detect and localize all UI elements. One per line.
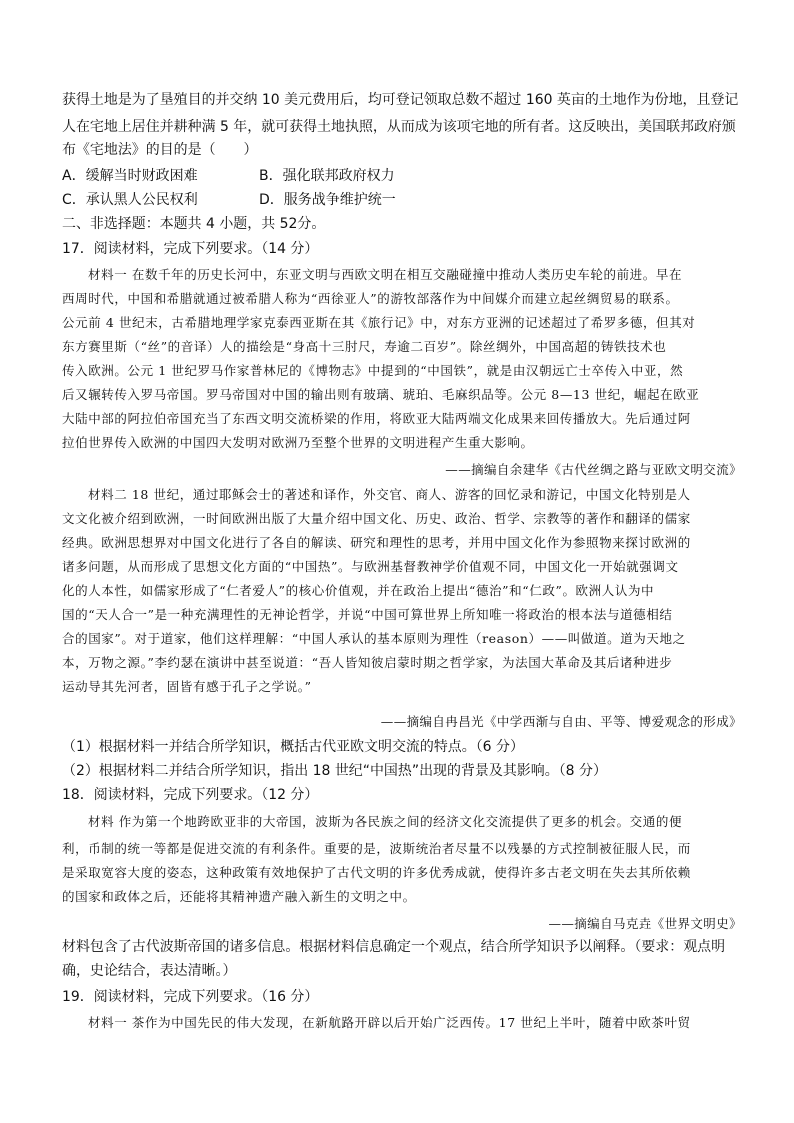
- q16-line-3: 布《宅地法》的目的是（ ）: [62, 142, 258, 158]
- q18-material-line: 的国家和政体之后，还能将其精神遗产融入新生的文明之中。: [62, 889, 416, 904]
- q16-option-c: C．承认黑人公民权利: [62, 192, 198, 208]
- q17-material1-line: 后又辗转传入罗马帝国。罗马帝国对中国的输出则有玻璃、琥珀、毛麻织品等。公元 8—13 世纪，崛起在欧亚: [62, 387, 700, 402]
- q18-requirement-line: 确，史论结合，表达清晰。）: [62, 963, 237, 979]
- q17-requirement-2: （2）根据材料二并结合所学知识，指出 18 世纪“中国热”出现的背景及其影响。（8 分）: [62, 763, 607, 779]
- q17-material2-line: 运动导其先河者，固皆有感于孔子之学说。”: [62, 679, 312, 694]
- q16-line-2: 人在宅地上居住并耕种满 5 年，就可获得土地执照，从而成为该项宅地的所有者。这反映出，美国联邦政府颁: [62, 119, 736, 135]
- section-2-heading: 二、非选择题：本题共 4 小题，共 52分。: [62, 216, 326, 232]
- q18-requirement-line: 材料包含了古代波斯帝国的诸多信息。根据材料信息确定一个观点，结合所学知识予以阐释。（要求：观点明: [62, 939, 726, 955]
- q17-material1-line: 西周时代，中国和希腊就通过被希腊人称为“西徐亚人”的游牧部落作为中间媒介而建立起丝绸贸易的联系。: [62, 291, 679, 306]
- q16-option-d: D．服务战争维护统一: [259, 192, 396, 208]
- q16-option-a: A．缓解当时财政困难: [62, 168, 198, 184]
- q19-title: 19．阅读材料，完成下列要求。（16 分）: [62, 989, 319, 1005]
- q18-material-source: ——摘编自马克垚《世界文明史》: [548, 916, 742, 931]
- q17-material1-source: ——摘编自余建华《古代丝绸之路与亚欧文明交流》: [445, 462, 742, 477]
- q18-material-line: 材料 作为第一个地跨欧亚非的大帝国，波斯为各民族之间的经济文化交流提供了更多的机会。交通的便: [88, 814, 683, 829]
- q18-material-line: 利，币制的统一等都是促进交流的有利条件。重要的是，波斯统治者尽量不以残暴的方式控制被征服人民，而: [62, 841, 691, 856]
- q17-material1-line: 东方赛里斯（“丝”的音译）人的描绘是“身高十三肘尺，寿逾二百岁”。除丝绸外，中国高超的铸铁技术也: [62, 339, 667, 354]
- q17-material1-line: 大陆中部的阿拉伯帝国充当了东西文明交流桥梁的作用，将欧亚大陆两端文化成果来回传播放大。先后通过阿: [62, 411, 691, 426]
- q17-material2-line: 本，万物之源。”李约瑟在演讲中甚至说道：“吾人皆知彼启蒙时期之哲学家，为法国大革命及其后诸种进步: [62, 655, 673, 670]
- q17-material2-line: 化的人本性，如儒家形成了“仁者爱人”的核心价值观，并在政治上提出“德治”和“仁政”。欧洲人认为中: [62, 583, 655, 598]
- q17-title: 17．阅读材料，完成下列要求。（14 分）: [62, 241, 319, 257]
- q17-material2-line: 经典。欧洲思想界对中国文化进行了各自的解读、研究和理性的思考，并用中国文化作为参照物来探讨欧洲的: [62, 535, 691, 550]
- q17-material2-line: 合的国家”。对于道家，他们这样理解：“中国人承认的基本原则为理性（reason）——叫做道。道为天地之: [62, 631, 686, 646]
- q18-material-line: 是采取宽容大度的姿态，这种政策有效地保护了古代文明的许多优秀成就，使得许多古老文明在失去其所依赖: [62, 865, 691, 880]
- q19-material1-line: 材料一 茶作为中国先民的伟大发现，在新航路开辟以后开始广泛西传。17 世纪上半叶，随着中欧茶叶贸: [88, 1015, 691, 1030]
- q17-material2-line: 诸多问题，从而形成了思想文化方面的“中国热”。与欧洲基督教神学价值观不同，中国文化一开始就强调文: [62, 559, 679, 574]
- q17-material2-line: 材料二 18 世纪，通过耶稣会士的著述和译作，外交官、商人、游客的回忆录和游记，中国文化特别是人: [88, 487, 691, 502]
- q16-line-1: 获得土地是为了垦殖目的并交纳 10 美元费用后，均可登记领取总数不超过 160 英亩的土地作为份地，且登记: [62, 92, 739, 108]
- q17-material1-line: 公元前 4 世纪末，古希腊地理学家克泰西亚斯在其《旅行记》中，对东方亚洲的记述超过了希罗多德，但其对: [62, 315, 696, 330]
- q17-material1-line: 材料一 在数千年的历史长河中，东亚文明与西欧文明在相互交融碰撞中推动人类历史车轮的前进。早在: [88, 267, 683, 282]
- q17-material1-line: 拉伯世界传入欧洲的中国四大发明对欧洲乃至整个世界的文明进程产生重大影响。: [62, 435, 534, 450]
- q17-requirement-1: （1）根据材料一并结合所学知识，概括古代亚欧文明交流的特点。（6 分）: [62, 739, 524, 755]
- q17-material1-line: 传入欧洲。公元 1 世纪罗马作家普林尼的《博物志》中提到的“中国铁”，就是由汉朝远亡士卒传入中亚，然: [62, 363, 684, 378]
- q18-title: 18．阅读材料，完成下列要求。（12 分）: [62, 787, 319, 803]
- q17-material2-line: 文文化被介绍到欧洲，一时间欧洲出版了大量介绍中国文化、历史、政治、哲学、宗教等的著作和翻译的儒家: [62, 511, 691, 526]
- q16-option-b: B．强化联邦政府权力: [259, 168, 395, 184]
- q17-material2-line: 国的“天人合一”是一种充满理性的无神论哲学，并说“中国可算世界上所知唯一将政治的根本法与道德相结: [62, 607, 673, 622]
- q17-material2-source: ——摘编自冉昌光《中学西渐与自由、平等、博爱观念的形成》: [380, 714, 742, 729]
